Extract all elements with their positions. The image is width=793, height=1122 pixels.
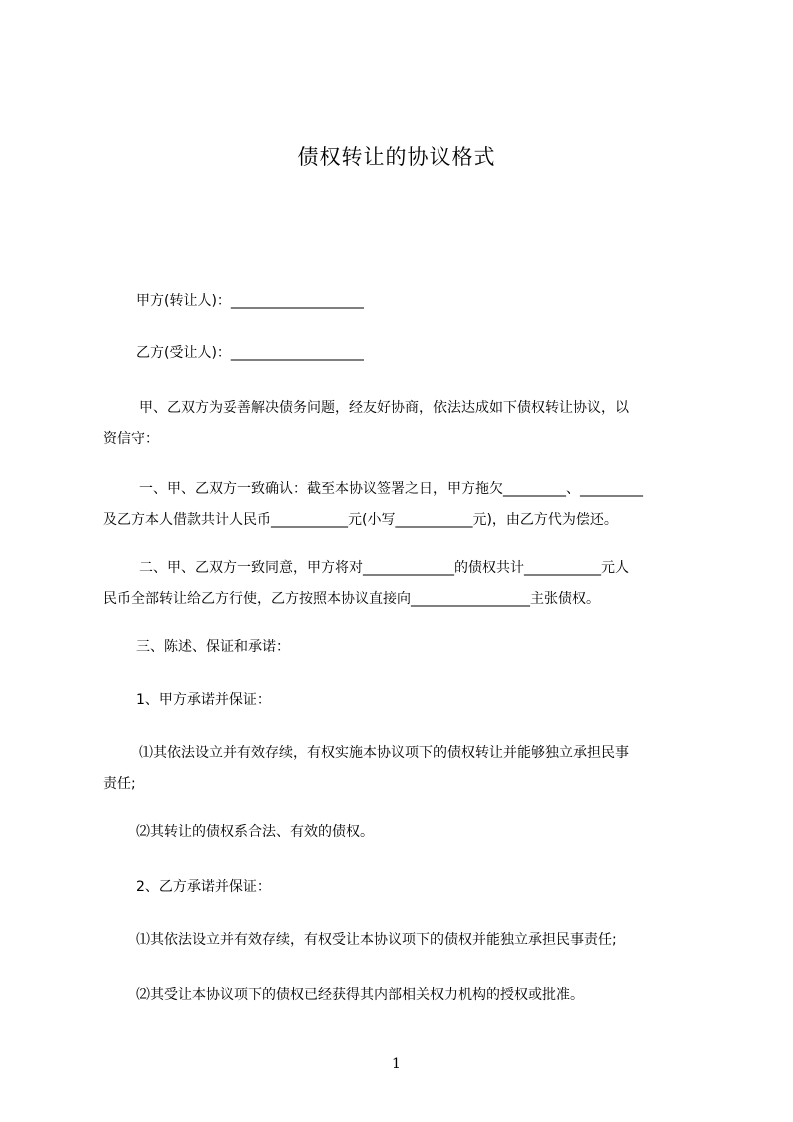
clause-2-line-2: 民币全部转让给乙方行使，乙方按照本协议直接向_________________主张债权。 xyxy=(103,591,600,607)
clause-1-line-2: 及乙方本人借款共计人民币___________元(小写___________元)，由乙方代为偿还。 xyxy=(103,512,618,528)
intro-line-1: 甲、乙双方为妥善解决债务问题，经友好协商，依法达成如下债权转让协议，以 xyxy=(139,400,629,416)
page-number: 1 xyxy=(392,1056,401,1072)
document-title: 债权转让的协议格式 xyxy=(297,145,496,169)
clause-1-paragraph xyxy=(105,474,705,536)
clause-2-paragraph xyxy=(105,553,705,615)
party-a-item-1-line-2: 责任; xyxy=(103,776,136,792)
party-b-promise-heading: 2、乙方承诺并保证： xyxy=(136,879,271,895)
party-a-item-1-line-1: ⑴其依法设立并有效存续，有权实施本协议项下的债权转让并能够独立承担民事 xyxy=(139,745,629,761)
intro-paragraph xyxy=(105,393,705,455)
party-b-item-1: ⑴其依法设立并有效存续，有权受让本协议项下的债权并能独立承担民事责任; xyxy=(136,932,617,948)
clause-1-line-1: 一、甲、乙双方一致确认：截至本协议签署之日，甲方拖欠_________、_________ xyxy=(139,481,643,497)
party-a-promise-heading: 1、甲方承诺并保证： xyxy=(136,692,271,708)
party-b-line: 乙方(受让人)：___________________ xyxy=(136,345,364,361)
party-a-item-1 xyxy=(105,738,705,800)
clause-2-line-1: 二、甲、乙双方一致同意，甲方将对_____________的债权共计___________元人 xyxy=(139,560,629,576)
party-b-item-2: ⑵其受让本协议项下的债权已经获得其内部相关权力机构的授权或批准。 xyxy=(136,987,584,1003)
party-a-item-2: ⑵其转让的债权系合法、有效的债权。 xyxy=(136,824,374,840)
intro-line-2: 资信守： xyxy=(103,431,159,447)
clause-3-heading: 三、陈述、保证和承诺： xyxy=(136,639,290,655)
party-a-line: 甲方(转让人)：___________________ xyxy=(136,293,364,309)
